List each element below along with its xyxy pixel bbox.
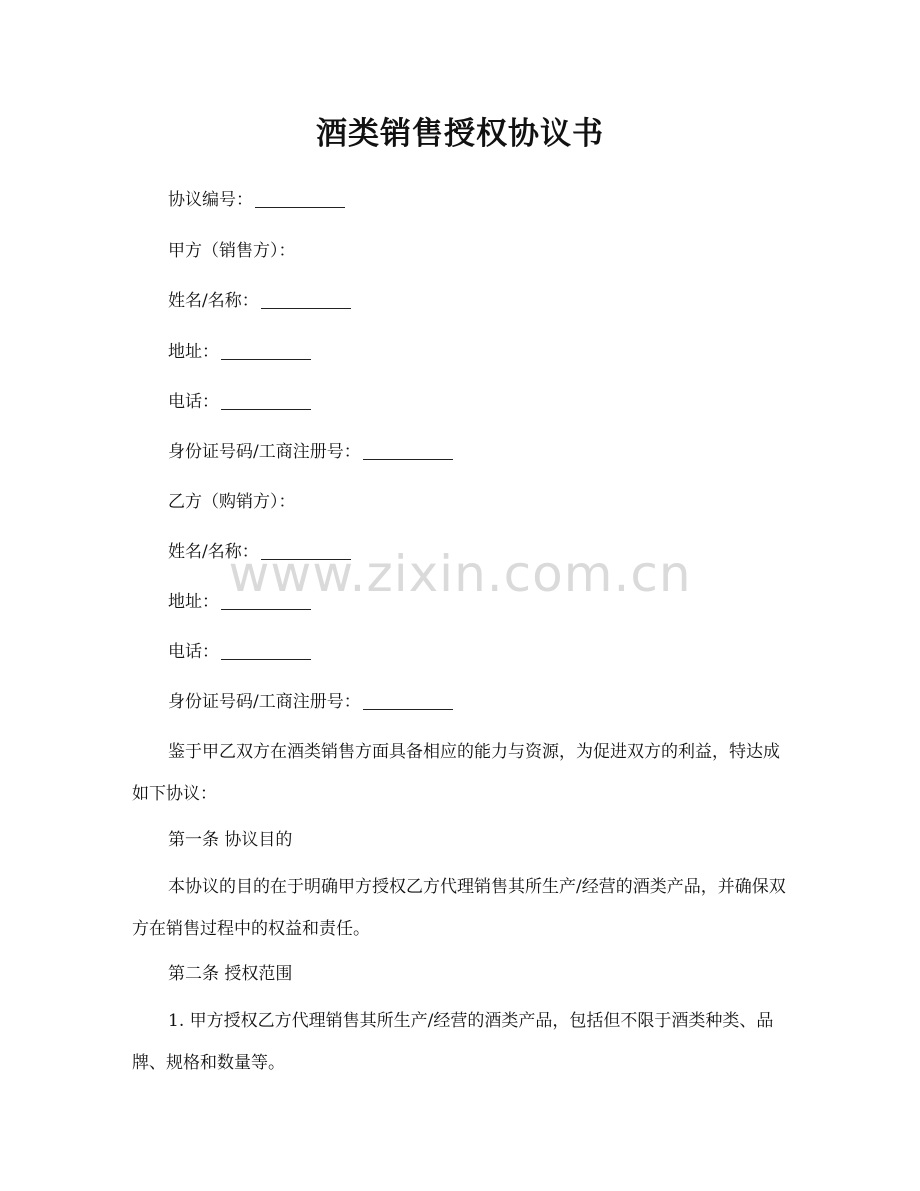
- article-2-heading: 第二条 授权范围: [168, 964, 293, 984]
- party-a-phone-label: 电话：: [168, 392, 219, 412]
- party-a-address-label: 地址：: [168, 342, 219, 362]
- article-1-heading: 第一条 协议目的: [168, 830, 293, 850]
- party-b-phone-blank: [221, 641, 311, 660]
- party-a-name-blank: [261, 290, 351, 309]
- party-a-address-line: [168, 340, 311, 364]
- party-b-id-line: [168, 690, 453, 714]
- party-a-address-blank: [221, 341, 311, 360]
- party-b-name-label: 姓名/名称：: [168, 542, 259, 562]
- watermark-text: www.zixin.com.cn: [228, 545, 692, 603]
- party-a-name-label: 姓名/名称：: [168, 291, 259, 311]
- party-a-header: 甲方（销售方）：: [168, 241, 296, 261]
- party-a-phone-blank: [221, 391, 311, 410]
- document-title: 酒类销售授权协议书: [316, 116, 604, 152]
- party-a-phone-line: [168, 390, 311, 414]
- party-b-address-line: [168, 590, 311, 614]
- party-b-phone-line: [168, 640, 311, 664]
- party-a-id-blank: [363, 441, 453, 460]
- agreement-number-label: 协议编号：: [168, 190, 253, 210]
- party-b-header: 乙方（购销方）：: [168, 492, 296, 512]
- party-a-id-line: [168, 440, 453, 464]
- agreement-number-line: [168, 188, 345, 212]
- party-b-name-blank: [261, 541, 351, 560]
- party-a-id-label: 身份证号码/工商注册号：: [168, 442, 361, 462]
- party-b-id-blank: [363, 691, 453, 710]
- party-b-address-blank: [221, 591, 311, 610]
- party-b-name-line: [168, 540, 351, 564]
- party-a-name-line: [168, 289, 351, 313]
- article-2-item-1: 1. 甲方授权乙方代理销售其所生产/经营的酒类产品，包括但不限于酒类种类、品牌、规格和数量等。: [132, 1011, 774, 1073]
- preamble-paragraph: 鉴于甲乙双方在酒类销售方面具备相应的能力与资源，为促进双方的利益，特达成如下协议：: [132, 742, 780, 804]
- party-b-id-label: 身份证号码/工商注册号：: [168, 692, 361, 712]
- agreement-number-blank: [255, 189, 345, 208]
- party-b-address-label: 地址：: [168, 592, 219, 612]
- party-b-phone-label: 电话：: [168, 642, 219, 662]
- article-1-paragraph: 本协议的目的在于明确甲方授权乙方代理销售其所生产/经营的酒类产品，并确保双方在销售过程中的权益和责任。: [132, 877, 786, 939]
